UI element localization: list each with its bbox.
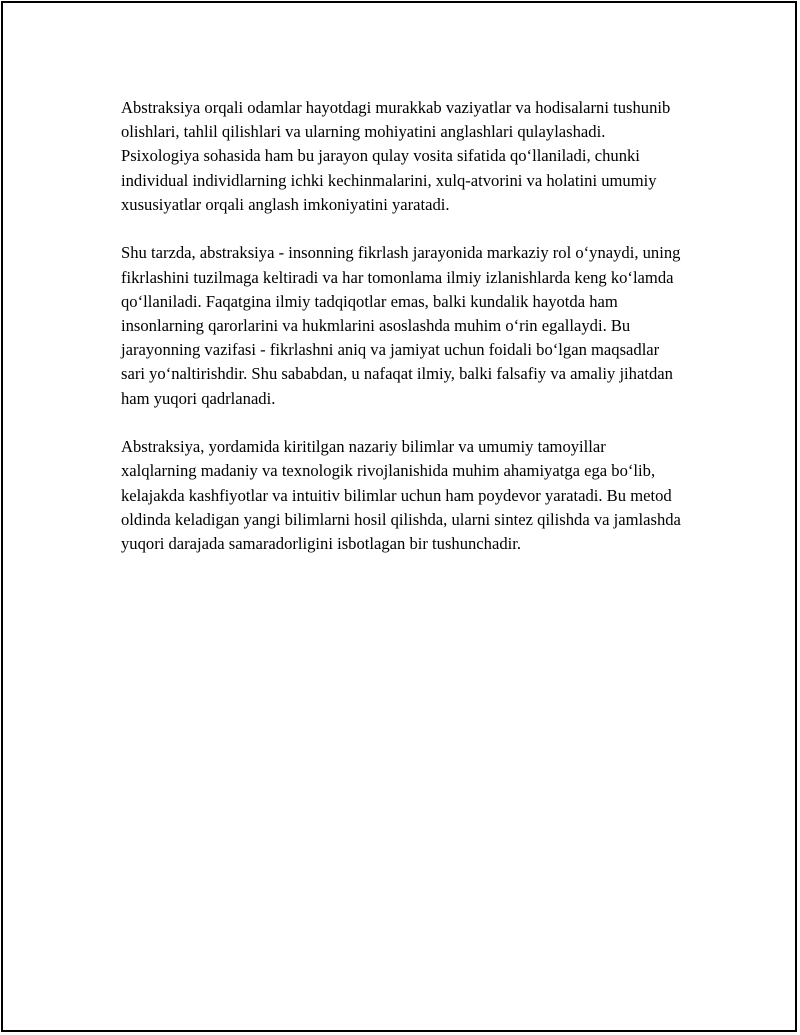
paragraph-3: Abstraksiya, yordamida kiritilgan nazariy bilimlar va umumiy tamoyillar xalqlarning madaniy va texnologik rivojlanishida muhim ahamiyatga ega bo‘lib, kelajakda kashfiyotlar va intuitiv bilimlar uchun ham poydevor yaratadi. Bu metod oldinda keladigan yangi bilimlarni hosil qilishda, ularni sintez qilishda va jamlashda yuqori darajada samaradorligini isbotlagan bir tushunchadir.	[121, 437, 681, 554]
paragraph-2: Shu tarzda, abstraksiya - insonning fikrlash jarayonida markaziy rol o‘ynaydi, uning fikrlashini tuzilmaga keltiradi va har tomonlama ilmiy izlanishlarda keng ko‘lamda qo‘llaniladi. Faqatgina ilmiy tadqiqotlar emas, balki kundalik hayotda ham insonlarning qarorlarini va hukmlarini asoslashda muhim o‘rin egallaydi. Bu jarayonning vazifasi - fikrlashni aniq va jamiyat uchun foidali bo‘lgan maqsadlar sari yo‘naltirishdir. Shu sababdan, u nafaqat ilmiy, balki falsafiy va amaliy jihatdan ham yuqori qadrlanadi.	[121, 243, 681, 408]
paragraph-1: Abstraksiya orqali odamlar hayotdagi murakkab vaziyatlar va hodisalarni tushunib olishlari, tahlil qilishlari va ularning mohiyatini anglashlari qulaylashadi. Psixologiya sohasida ham bu jarayon qulay vosita sifatida qo‘llaniladi, chunki individual individlarning ichki kechinmalarini, xulq-atvorini va holatini umumiy xususiyatlar orqali anglash imkoniyatini yaratadi.	[121, 98, 671, 214]
document-body	[121, 96, 681, 581]
document-page	[1, 1, 797, 1032]
